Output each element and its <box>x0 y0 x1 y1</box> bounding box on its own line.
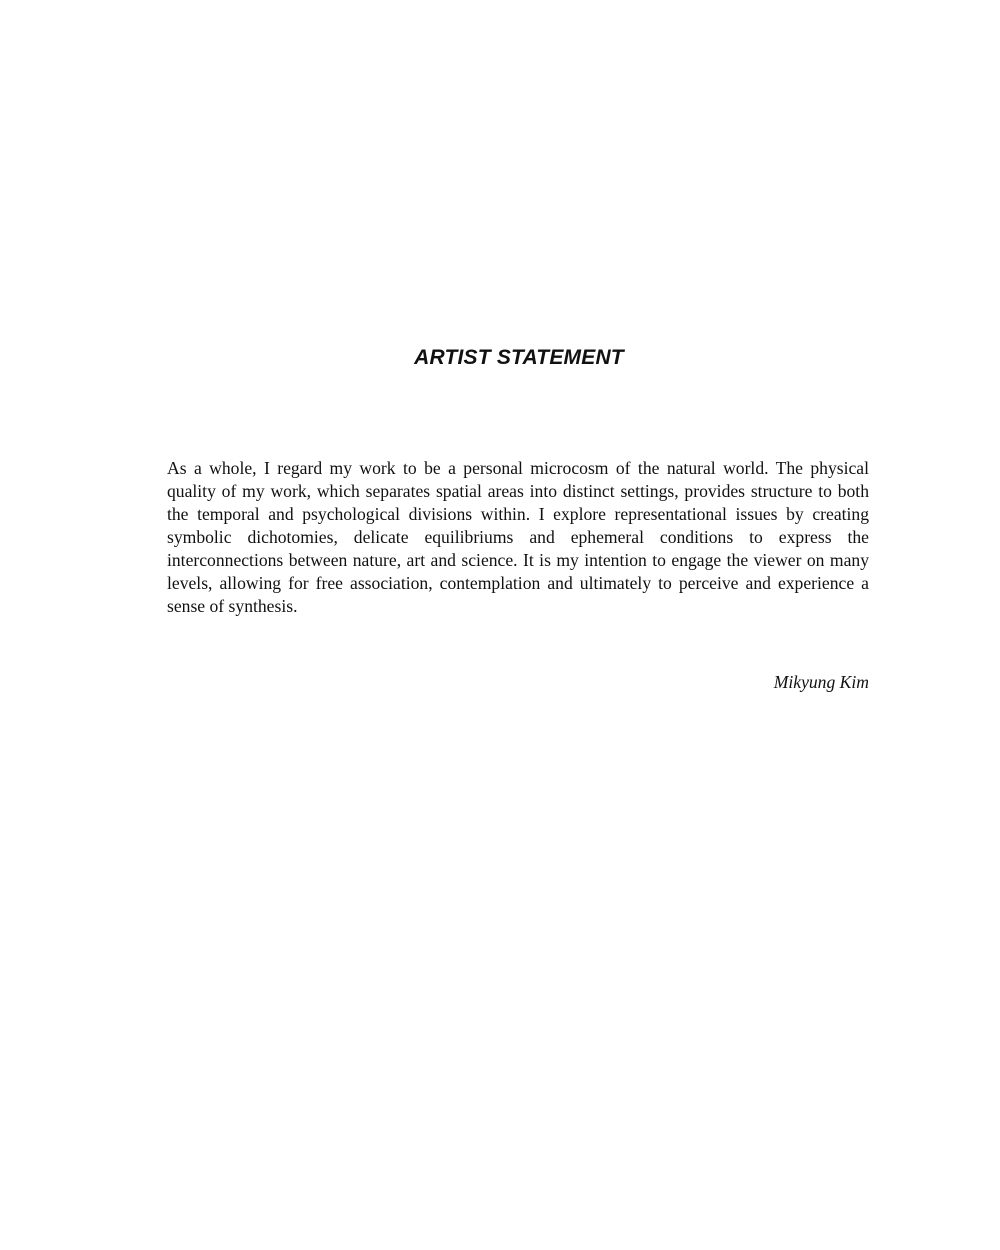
statement-paragraph: As a whole, I regard my work to be a personal microcosm of the natural world. The physical quality of my work, which separates spatial areas into distinct settings, provides structure to both the temporal and psychological divisions within. I explore representational issues by creating symbolic dichotomies, delicate equilibriums and ephemeral conditions to express the interconnections between nature, art and science. It is my intention to engage the viewer on many levels, allowing for free association, contemplation and ultimately to perceive and experience a sense of synthesis. <box>167 458 869 616</box>
page-title: ARTIST STATEMENT <box>414 346 624 369</box>
author-signature: Mikyung Kim <box>773 672 869 692</box>
